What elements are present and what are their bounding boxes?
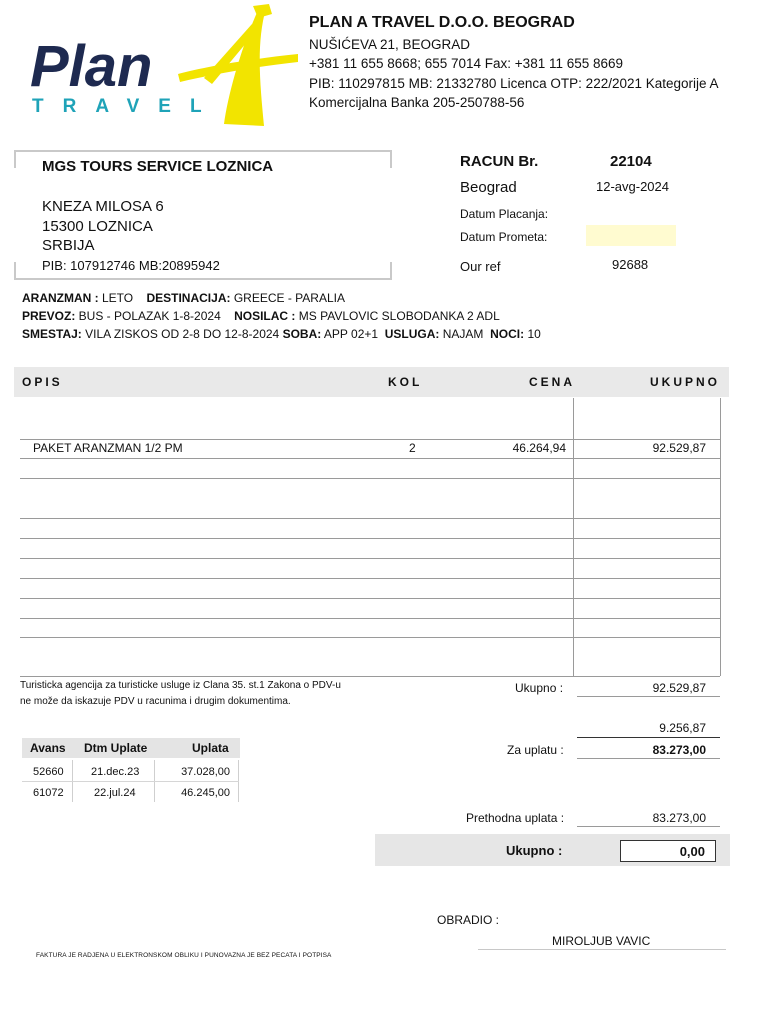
company-ids: PIB: 110297815 MB: 21332780 Licenca OTP: 222/2021 Kategorije A [309,76,719,91]
avans-col-avans: Avans [30,741,66,755]
row-ukupno: 92.529,87 [652,441,706,455]
za-uplatu-value: 83.273,00 [652,743,706,757]
avans-row-1-dtm: 21.dec.23 [91,766,140,778]
transaction-date-label: Datum Prometa: [460,230,548,244]
transaction-date-field [586,225,676,246]
final-total-value: 0,00 [620,840,716,862]
row-kol: 2 [409,441,416,455]
avans-col-uplata: Uplata [192,741,229,755]
legal-note-2: ne može da iskazuje PDV u racunima i drugim dokumentima. [20,696,291,707]
our-ref-value: 92688 [612,257,649,272]
extra-value: 9.256,87 [659,721,706,735]
col-ukupno: UKUPNO [650,375,721,389]
avans-col-dtm: Dtm Uplate [84,741,148,755]
logo-word-travel: TRAVEL [32,96,221,117]
client-street: KNEZA MILOSA 6 [42,198,164,215]
company-phone: +381 11 655 8668; 655 7014 Fax: +381 11 655 8669 [309,56,624,71]
avans-row-1-avans: 52660 [33,766,64,778]
invoice-place: Beograd [460,179,517,196]
footer-disclaimer: FAKTURA JE RADJENA U ELEKTRONSKOM OBLIKU I PUNOVAZNA JE BEZ PECATA I POTPISA [36,952,332,959]
invoice-number: 22104 [610,153,652,170]
row-cena: 46.264,94 [512,441,566,455]
client-city: 15300 LOZNICA [42,218,153,235]
company-name: PLAN A TRAVEL D.O.O. BEOGRAD [309,14,575,31]
col-opis: OPIS [22,375,63,389]
avans-row-2-uplata: 46.245,00 [181,787,230,799]
company-address: NUŠIĆEVA 21, BEOGRAD [309,37,471,52]
obradio-value: MIROLJUB VAVIC [552,934,651,948]
legal-note-1: Turisticka agencija za turisticke usluge iz Clana 35. st.1 Zakona o PDV-u [20,680,341,691]
trip-line-1: ARANZMAN : LETO DESTINACIJA: GREECE - PARALIA [22,291,345,305]
row-opis: PAKET ARANZMAN 1/2 PM [33,441,183,455]
avans-row-1-uplata: 37.028,00 [181,766,230,778]
client-ids: PIB: 107912746 MB:20895942 [42,258,220,273]
subtotal-value: 92.529,87 [652,681,706,695]
payment-date-label: Datum Placanja: [460,207,549,221]
invoice-date: 12-avg-2024 [596,179,669,194]
logo-graphic [28,4,298,128]
trip-line-3: SMESTAJ: VILA ZISKOS OD 2-8 DO 12-8-2024 SOBA: APP 02+1 USLUGA: NAJAM NOCI: 10 [22,327,541,341]
final-total-label: Ukupno : [506,843,563,858]
invoice-label: RACUN Br. [460,153,539,170]
client-country: SRBIJA [42,237,95,254]
logo-word-plan: Plan [30,34,153,99]
col-kol: KOL [388,375,423,389]
avans-row-2-avans: 61072 [33,787,64,799]
subtotal-label: Ukupno : [515,681,564,695]
company-bank: Komercijalna Banka 205-250788-56 [309,95,525,110]
items-table-header [14,367,729,397]
za-uplatu-label: Za uplatu : [507,743,564,757]
avans-row-2-dtm: 22.jul.24 [94,787,136,799]
prethodna-value: 83.273,00 [652,811,706,825]
company-logo [28,4,298,128]
prethodna-label: Prethodna uplata : [466,811,565,825]
our-ref-label: Our ref [460,259,501,274]
col-cena: CENA [529,375,576,389]
trip-line-2: PREVOZ: BUS - POLAZAK 1-8-2024 NOSILAC : MS PAVLOVIC SLOBODANKA 2 ADL [22,309,500,323]
obradio-label: OBRADIO : [437,913,500,927]
client-name: MGS TOURS SERVICE LOZNICA [42,158,274,175]
